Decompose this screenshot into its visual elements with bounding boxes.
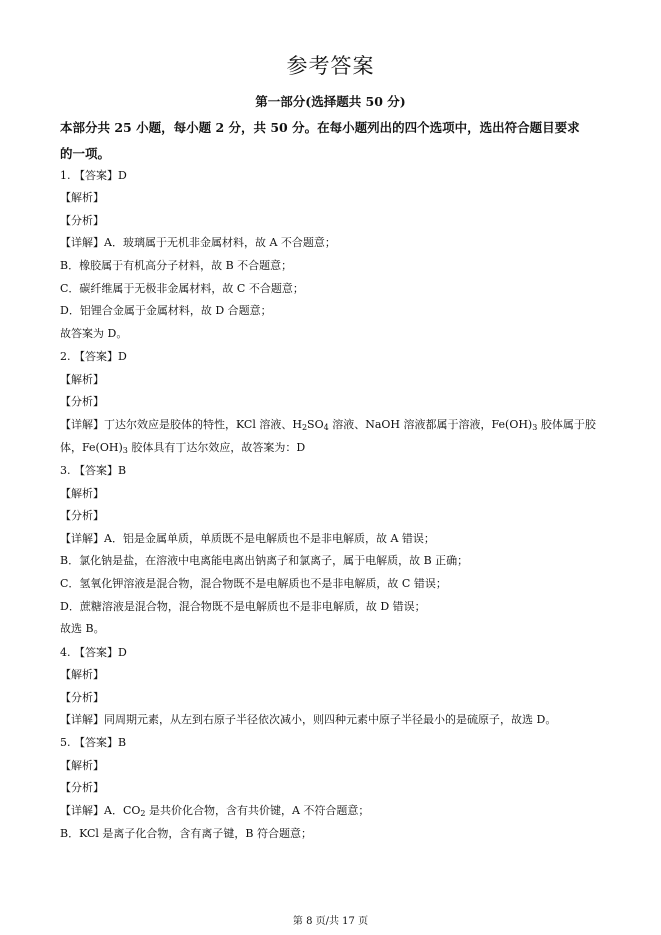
- q1-fenxi: 【分析】: [60, 214, 104, 227]
- section-title: 第一部分(选择题共 50 分): [255, 94, 406, 109]
- q1-option-d: D．铝锂合金属于金属材料，故 D 合题意；: [60, 304, 272, 317]
- q5-fenxi: 【分析】: [60, 781, 104, 794]
- q3-option-c: C．氢氧化钾溶液是混合物，混合物既不是电解质也不是非电解质，故 C 错误；: [60, 577, 447, 590]
- q3-answer: 3. 【答案】B: [60, 464, 127, 477]
- q1-option-c: C．碳纤维属于无极非金属材料，故 C 不合题意；: [60, 282, 304, 295]
- q3-detail: 【详解】A．铝是金属单质，单质既不是电解质也不是非电解质，故 A 错误；: [60, 532, 435, 545]
- q3-fenxi: 【分析】: [60, 509, 104, 522]
- q2-jiexi: 【解析】: [60, 373, 104, 386]
- q4-detail: 【详解】同周期元素，从左到右原子半径依次减小，则四种元素中原子半径最小的是硫原子，故选 D。: [60, 713, 557, 726]
- q1-answer: 1. 【答案】D: [60, 169, 127, 182]
- q2-answer: 2. 【答案】D: [60, 350, 127, 363]
- intro-line-1: 本部分共 25 小题，每小题 2 分，共 50 分。在每小题列出的四个选项中，选出符合题目要求: [60, 120, 580, 135]
- q2-detail-line-1: 【详解】丁达尔效应是胶体的特性，KCl 溶液、$H_2SO_4$ 溶液、NaOH 溶液都属于溶液，$Fe(OH)_3$ 胶体属于胶: [60, 418, 596, 432]
- q4-answer: 4. 【答案】D: [60, 646, 127, 659]
- q2-fenxi: 【分析】: [60, 395, 104, 408]
- q1-option-b: B．橡胶属于有机高分子材料，故 B 不合题意；: [60, 259, 293, 272]
- page-title: 参考答案: [286, 54, 375, 78]
- q3-jiexi: 【解析】: [60, 487, 104, 500]
- q4-fenxi: 【分析】: [60, 691, 104, 704]
- q1-detail: 【详解】A．玻璃属于无机非金属材料，故 A 不合题意；: [60, 236, 336, 249]
- intro-line-2: 的一项。: [60, 146, 111, 161]
- q3-option-d: D．蔗糖溶液是混合物，混合物既不是电解质也不是非电解质，故 D 错误；: [60, 600, 426, 613]
- q5-answer: 5. 【答案】B: [60, 736, 127, 749]
- q5-option-b: B．KCl 是离子化合物，含有离子键，B 符合题意；: [60, 827, 313, 840]
- page-footer: 第 8 页/共 17 页: [292, 916, 369, 927]
- q5-jiexi: 【解析】: [60, 759, 104, 772]
- q1-conclusion: 故答案为 D。: [60, 327, 128, 340]
- q5-detail: 【详解】A．$CO_2$ 是共价化合物，含有共价键，A 不符合题意；: [60, 804, 370, 818]
- q3-option-b: B．氯化钠是盐，在溶液中电离能电离出钠离子和氯离子，属于电解质，故 B 正确；: [60, 554, 469, 567]
- q2-detail-line-2: 体，$Fe(OH)_3$ 胶体具有丁达尔效应，故答案为：D: [60, 441, 306, 455]
- q4-jiexi: 【解析】: [60, 668, 104, 681]
- q3-conclusion: 故选 B。: [60, 622, 105, 635]
- q1-jiexi: 【解析】: [60, 191, 104, 204]
